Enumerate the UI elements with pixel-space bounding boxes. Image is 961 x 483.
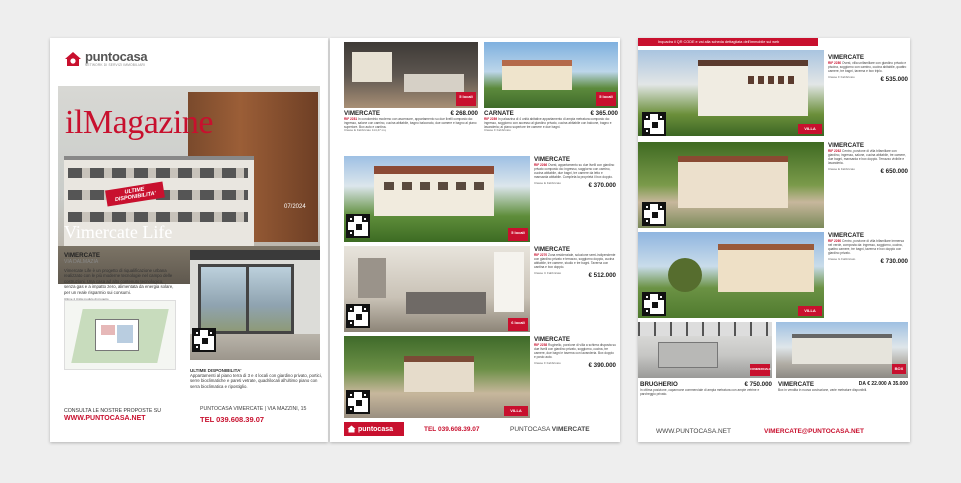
right-note-2: Classe E Fabbricato [828, 167, 856, 172]
qr-code-4[interactable] [346, 304, 370, 328]
right-price-3: € 730.000 [880, 258, 908, 266]
right-city-2: VIMERCATE [828, 142, 864, 149]
right-city-3: VIMERCATE [828, 232, 864, 239]
middle-footer-phone[interactable]: TEL 039.608.39.07 [424, 426, 480, 433]
brand-logo [64, 51, 147, 67]
right-price-2: € 650.000 [880, 168, 908, 176]
qr-code-3[interactable] [346, 214, 370, 238]
listing-city-4: VIMERCATE [534, 246, 570, 253]
brand-name: puntocasa [85, 49, 148, 64]
magazine-title: ilMagazine [65, 104, 213, 141]
qr-banner: Inquadra il QR CODE e vai alla scheda dettagliata dell'immobile sul web [638, 38, 818, 46]
listing-price-5: € 390.000 [588, 362, 616, 370]
right-ref-3: RIF 2260 [828, 239, 842, 243]
right-qr-1[interactable] [642, 112, 666, 136]
listing-note-2: Classe F Fabbricato [484, 128, 511, 133]
right-qr-2[interactable] [642, 202, 666, 226]
right-footer-mail[interactable]: VIMERCATE@PUNTOCASA.NET [764, 428, 864, 435]
right-badge-1: VILLA [798, 124, 822, 134]
listing-price-1: € 268.000 [450, 110, 478, 117]
office-address: PUNTOCASA VIMERCATE | VIA MAZZINI, 15 [200, 406, 307, 412]
box-photo [776, 322, 908, 378]
listing-city-1: VIMERCATE [344, 110, 380, 117]
intro-street: VIA DALMAZIA [64, 259, 99, 265]
commercial-badge: COMMERCIALE [750, 364, 770, 376]
listing-text-4: Zona residenziale, soluzione semi-indipendente con giardino privato e terrazzo, soggiorno doppio, cucina abitabile, tre camere, studio e tre bagni. Taverna con cantina e box doppio. [534, 253, 616, 270]
listing-city-2: CARNATE [484, 110, 514, 117]
listing-badge-2: 5 locali [596, 92, 616, 106]
box-city: VIMERCATE [778, 381, 814, 388]
intro-text: Vimercate Life è un progetto di riqualificazione urbana realizzato con le più moderne tecnologie nel campo delle costruzioni. Una casa ad alto contenuto tecnologico, senza gas e a impatto zero, alimentata da energia solare, per un reale risparmio sui consumi. [64, 268, 174, 295]
listing-text-2: In palazzina di 4 unità abitative appartamento di ampia metratura composto da: ingresso, soggiorno con accesso al giardino privato, cucina abitabile con balcone, bagno e lavanderia; al piano superiore tre camere e due bagni. [484, 117, 612, 130]
box-badge: BOX [892, 364, 906, 374]
listing-price-3: € 370.000 [588, 182, 616, 190]
house-icon [64, 51, 82, 67]
listing-note-4: Classe C Fabbricato [534, 271, 562, 276]
cover-page [50, 38, 328, 442]
listing-photo-3 [344, 156, 530, 242]
right-qr-3[interactable] [642, 292, 666, 316]
footer-brand: puntocasa [358, 425, 394, 433]
listing-ref-1: RIF 2281 [344, 117, 358, 121]
listing-ref-5: RIF 2258 [534, 343, 548, 347]
right-note-1: Classe F Fabbricato [828, 75, 855, 80]
right-ref-2: RIF 2262 [828, 149, 842, 153]
right-ref-1: RIF 2280 [828, 61, 842, 65]
middle-footer-logo [344, 422, 404, 436]
box-price: DA € 22.000 A 35.000 [858, 381, 908, 387]
right-text-2: Centro, porzione di villa bifamiliare con giardino, ingresso, salone, cucina abitabile, tre camere, due bagni, mansarda e box doppio. Terrazzo vivibile e lavanderia. [828, 149, 906, 166]
listing-badge-5: VILLA [504, 406, 528, 416]
qr-code[interactable] [192, 328, 216, 352]
last-text: Appartamenti al piano terra di 3 e 4 locali con giardino privato, portici, serre bioclimatiche e pareti vetrate, quadrilocali all'ultimo piano con serra bioclimatica e ripostiglio. [190, 373, 322, 389]
right-note-3: Classe G Fabbricato [828, 257, 856, 262]
cover-subject: Vimercate Life [64, 222, 173, 242]
listing-note-5: Classe F Fabbricato [534, 361, 561, 366]
listings-page-right [638, 38, 910, 442]
listing-city-5: VIMERCATE [534, 336, 570, 343]
right-text-3: Centro, porzione di villa bifamiliare immersa nel verde, composta da: ingresso, soggiorno, cucina, quattro camere, tre bagni, taverna e box doppio con giardino privato. [828, 239, 904, 256]
right-city-1: VIMERCATE [828, 54, 864, 61]
ribbon-label: ULTIME DISPONIBILITA' [105, 182, 165, 207]
listing-text-1: In condominio moderno con ascensore, appartamento su due livelli composto da: ingresso, salone con camino, cucina abitabile, bagno balconato, due camere e bagno al piano superiore. Box auto e cantina. [344, 117, 477, 130]
listing-ref-4: RIF 2270 [534, 253, 548, 257]
listings-page-middle [330, 38, 620, 442]
listing-photo-5 [344, 336, 530, 418]
box-text: Box in vendita in nuova costruzione, varie metrature disponibili. [778, 388, 868, 392]
listing-price-4: € 512.000 [588, 272, 616, 280]
right-badge-3: VILLA [798, 306, 822, 316]
commercial-text: In ottima posizione, capannone commerciale di ampia metratura con ampie vetrine e parcheggio privato. [640, 388, 760, 397]
commercial-price: € 750.000 [744, 381, 772, 388]
listing-ref-3: RIF 2266 [534, 163, 548, 167]
right-text-1: Ovest, villa unifamiliare con giardino privato e piscina, soggiorno con camino, cucina abitabile, quattro camere, tre bagni, taverna e box triplo. [828, 61, 907, 74]
consult-text: CONSULTA LE NOSTRE PROPOSTE SU [64, 408, 161, 414]
right-price-1: € 535.000 [880, 76, 908, 84]
office-phone[interactable]: TEL 039.608.39.07 [200, 415, 265, 424]
commercial-city: BRUGHERIO [640, 381, 678, 388]
listing-photo-4 [344, 246, 530, 332]
listing-text-3: Ovest, appartamento su due livelli con giardino privato composto da: ingresso, soggiorno con camino, cucina abitabile, due bagni, tre camere da letto e mansarda abitabile. Completa la proprietà il box doppio. [534, 163, 615, 180]
listing-note-3: Classe E Fabbricato [534, 181, 562, 186]
website-link[interactable]: WWW.PUNTOCASA.NET [64, 415, 146, 422]
brand-tagline: NETWORK DI SERVIZI IMMOBILIARI [85, 63, 146, 67]
qr-code-5[interactable] [346, 390, 370, 414]
listing-price-2: € 365.000 [590, 110, 618, 117]
listing-note-1: Classe E Fabbricato 114,47 mq [344, 128, 386, 133]
listing-text-5: Ruginello, porzione di villa a schiera disposta su due livelli con giardino privato, soggiorno, cucina, tre camere, due bagni e taverna con lavanderia. Box doppio e posto auto. [534, 343, 616, 360]
site-plan [64, 300, 176, 370]
right-footer-web[interactable]: WWW.PUNTOCASA.NET [656, 428, 731, 435]
listing-ref-2: RIF 2289 [484, 117, 498, 121]
issue-number: 07/2024 [284, 204, 306, 210]
house-icon [347, 425, 356, 433]
listing-badge-1: 5 locali [456, 92, 476, 106]
listing-badge-4: 6 locali [508, 318, 528, 331]
intro-city: VIMERCATE [64, 252, 100, 259]
listing-badge-3: 5 locali [508, 228, 528, 241]
middle-footer-office: PUNTOCASA VIMERCATE [510, 426, 590, 433]
last-title: ULTIME DISPONIBILITA' [190, 368, 242, 373]
listing-city-3: VIMERCATE [534, 156, 570, 163]
